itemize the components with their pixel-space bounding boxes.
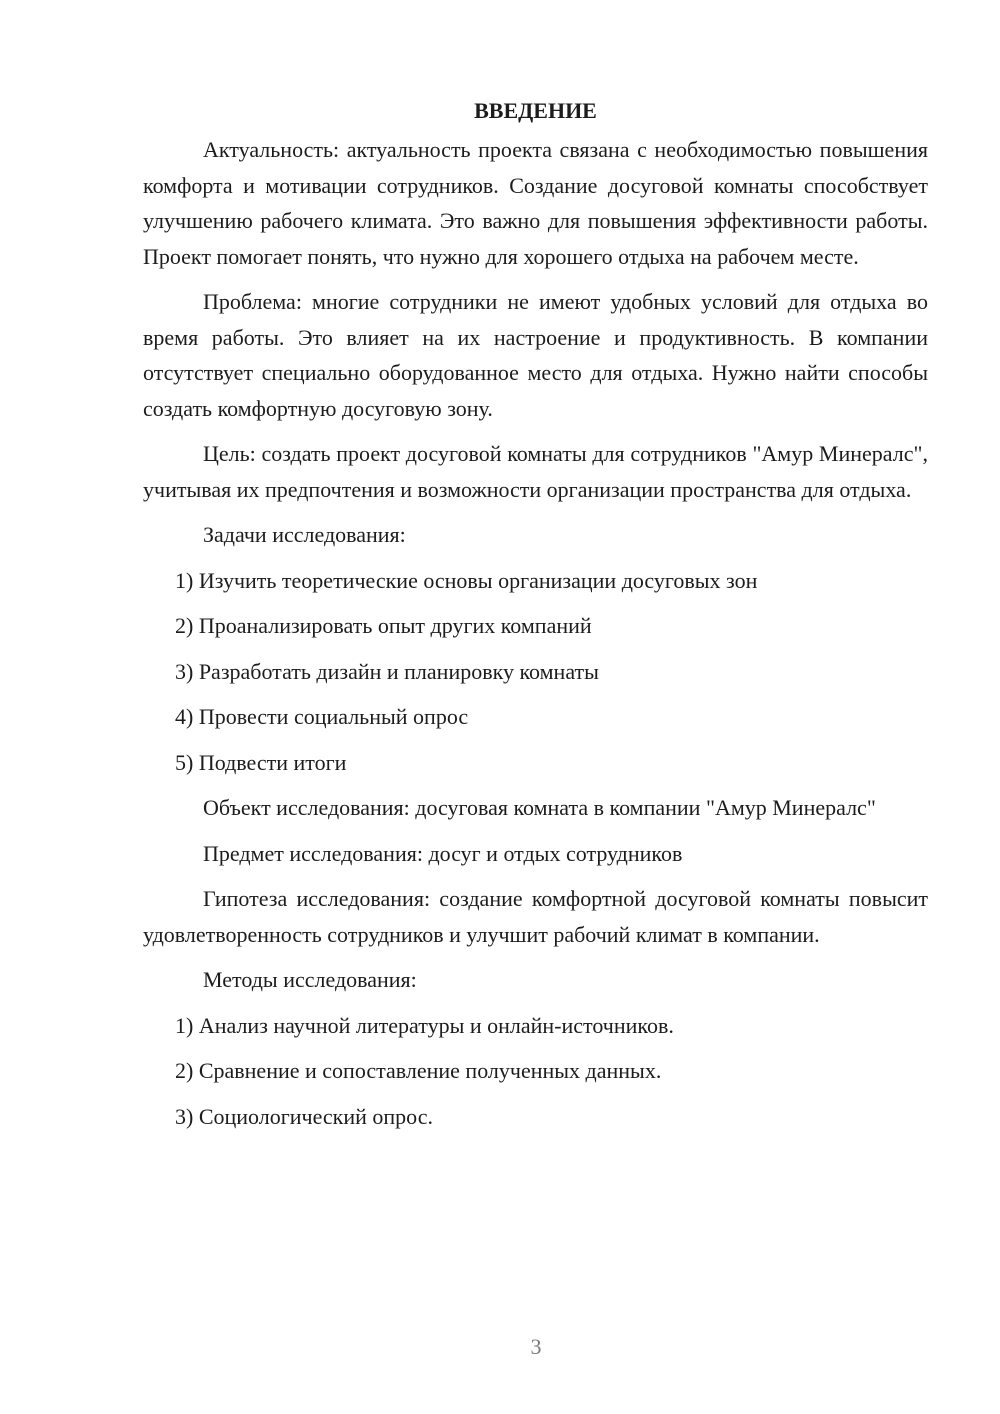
relevance-paragraph: Актуальность: актуальность проекта связана с необходимостью повышения комфорта и мотивации сотрудников. Создание досуговой комнаты способствует улучшению рабочего климата. Это важно для повышения эффективности работы. Проект помогает понять, что нужно для хорошего отдыха на рабочем месте. — [143, 137, 928, 269]
page-number: 3 — [530, 1334, 542, 1359]
methods-heading: Методы исследования: — [203, 967, 417, 992]
subject-paragraph: Предмет исследования: досуг и отдых сотрудников — [203, 840, 683, 866]
task-item: 2) Проанализировать опыт других компаний — [175, 613, 592, 638]
problem-paragraph: Проблема: многие сотрудники не имеют удобных условий для отдыха во время работы. Это влияет на их настроение и продуктивность. В компании отсутствует специально оборудованное место для отдыха. Нужно найти способы создать комфортную досуговую зону. — [143, 289, 928, 421]
hypothesis-paragraph: Гипотеза исследования: создание комфортной досуговой комнаты повысит удовлетворенность сотрудников и улучшит рабочий климат в компании. — [143, 886, 928, 947]
page-title: ВВЕДЕНИЕ — [474, 98, 597, 123]
method-item: 3) Социологический опрос. — [175, 1103, 433, 1129]
method-item: 1) Анализ научной литературы и онлайн-источников. — [175, 1012, 674, 1038]
object-paragraph: Объект исследования: досуговая комната в компании "Амур Минералс" — [203, 795, 876, 820]
method-item: 2) Сравнение и сопоставление полученных данных. — [175, 1058, 662, 1083]
page-content — [143, 96, 928, 1144]
task-item: 5) Подвести итоги — [175, 749, 347, 775]
task-item: 4) Провести социальный опрос — [175, 704, 469, 729]
tasks-heading: Задачи исследования: — [203, 522, 406, 547]
task-item: 1) Изучить теоретические основы организации досуговых зон — [175, 567, 758, 593]
task-item: 3) Разработать дизайн и планировку комнаты — [175, 658, 599, 684]
goal-paragraph: Цель: создать проект досуговой комнаты для сотрудников "Амур Минералс", учитывая их предпочтения и возможности организации пространства для отдыха. — [143, 441, 928, 502]
